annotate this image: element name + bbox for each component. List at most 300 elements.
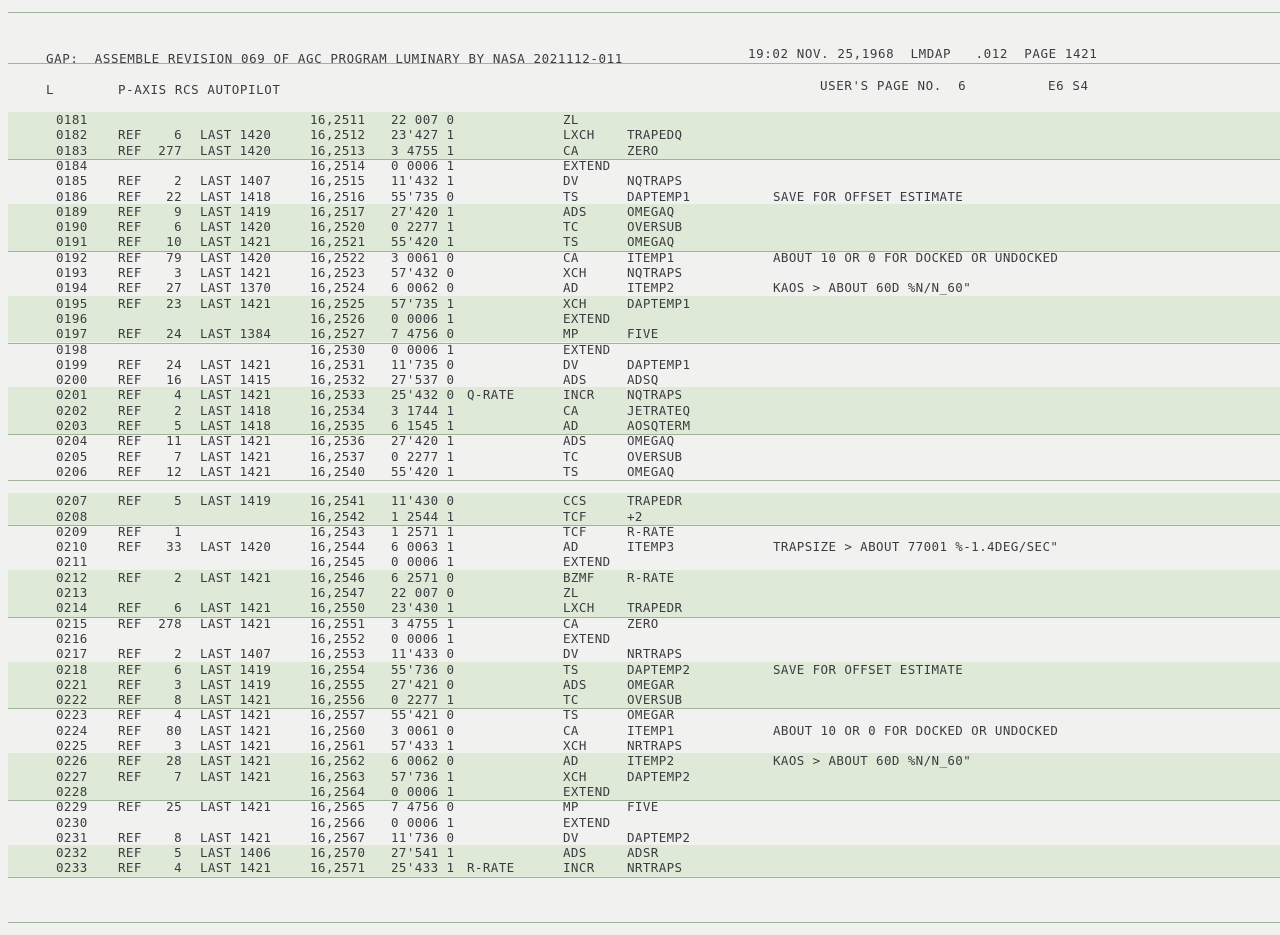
row-operand: OVERSUB bbox=[627, 448, 683, 464]
row-op: CA bbox=[563, 249, 579, 265]
row-addr: 16,2511 bbox=[310, 112, 366, 127]
row-operand: FIVE bbox=[627, 326, 659, 342]
row-ref: REF bbox=[118, 569, 142, 585]
row-refno: 4 bbox=[174, 860, 182, 876]
row-ref: REF bbox=[118, 463, 142, 479]
row-code: 1 2571 1 bbox=[391, 523, 455, 539]
row-code: 6 1545 1 bbox=[391, 418, 455, 433]
row-last: LAST 1421 bbox=[200, 448, 272, 464]
row-line: 0186 bbox=[56, 188, 88, 204]
row-line: 0214 bbox=[56, 600, 88, 616]
row-op: CA bbox=[563, 142, 579, 158]
row-ref: REF bbox=[118, 372, 142, 388]
row-last: LAST 1421 bbox=[200, 295, 272, 311]
row-operand: ZERO bbox=[627, 142, 659, 158]
row-addr: 16,2521 bbox=[310, 234, 366, 250]
row-op: ZL bbox=[563, 112, 579, 127]
row-op: AD bbox=[563, 418, 579, 433]
row-addr: 16,2525 bbox=[310, 295, 366, 311]
row-refno: 10 bbox=[166, 234, 182, 250]
row-addr: 16,2540 bbox=[310, 463, 366, 479]
row-last: LAST 1419 bbox=[200, 661, 272, 677]
row-op: AD bbox=[563, 539, 579, 555]
row-refno: 33 bbox=[166, 539, 182, 555]
row-ref: REF bbox=[118, 722, 142, 738]
row-last: LAST 1420 bbox=[200, 539, 272, 555]
row-line: 0195 bbox=[56, 295, 88, 311]
row-operand: ITEMP2 bbox=[627, 753, 675, 769]
row-refno: 16 bbox=[166, 372, 182, 388]
row-code: 55'420 1 bbox=[391, 463, 455, 479]
row-addr: 16,2542 bbox=[310, 508, 366, 524]
row-line: 0221 bbox=[56, 676, 88, 692]
band-rule bbox=[8, 159, 1280, 160]
top-rule bbox=[8, 12, 1280, 13]
page-section-code: E6 S4 bbox=[1048, 78, 1089, 93]
row-addr: 16,2557 bbox=[310, 707, 366, 723]
row-refno: 79 bbox=[166, 249, 182, 265]
row-operand: ITEMP1 bbox=[627, 249, 675, 265]
row-comment: ABOUT 10 OR 0 FOR DOCKED OR UNDOCKED bbox=[773, 722, 1059, 738]
row-op: DV bbox=[563, 173, 579, 189]
row-line: 0203 bbox=[56, 418, 88, 433]
row-code: 11'432 1 bbox=[391, 173, 455, 189]
row-line: 0205 bbox=[56, 448, 88, 464]
row-op: ADS bbox=[563, 433, 587, 449]
row-addr: 16,2562 bbox=[310, 753, 366, 769]
row-last: LAST 1421 bbox=[200, 234, 272, 250]
row-line: 0200 bbox=[56, 372, 88, 388]
row-label: Q-RATE bbox=[467, 387, 515, 403]
row-ref: REF bbox=[118, 173, 142, 189]
row-op: MP bbox=[563, 326, 579, 342]
row-operand: OMEGAQ bbox=[627, 234, 675, 250]
row-line: 0226 bbox=[56, 753, 88, 769]
row-addr: 16,2566 bbox=[310, 814, 366, 830]
row-last: LAST 1419 bbox=[200, 493, 272, 509]
row-ref: REF bbox=[118, 799, 142, 815]
row-op: INCR bbox=[563, 860, 595, 876]
row-refno: 23 bbox=[166, 295, 182, 311]
row-refno: 6 bbox=[174, 661, 182, 677]
row-code: 55'420 1 bbox=[391, 234, 455, 250]
row-line: 0189 bbox=[56, 203, 88, 219]
row-ref: REF bbox=[118, 280, 142, 296]
row-last: LAST 1407 bbox=[200, 173, 272, 189]
row-op: EXTEND bbox=[563, 157, 611, 173]
row-line: 0206 bbox=[56, 463, 88, 479]
row-op: TC bbox=[563, 448, 579, 464]
row-operand: OMEGAR bbox=[627, 707, 675, 723]
row-ref: REF bbox=[118, 326, 142, 342]
row-code: 6 0062 0 bbox=[391, 753, 455, 769]
row-addr: 16,2515 bbox=[310, 173, 366, 189]
row-ref: REF bbox=[118, 219, 142, 235]
row-code: 6 0062 0 bbox=[391, 280, 455, 296]
row-code: 55'421 0 bbox=[391, 707, 455, 723]
row-line: 0198 bbox=[56, 341, 88, 357]
row-ref: REF bbox=[118, 387, 142, 403]
row-operand: ITEMP3 bbox=[627, 539, 675, 555]
row-op: EXTEND bbox=[563, 814, 611, 830]
row-op: ADS bbox=[563, 676, 587, 692]
row-code: 55'735 0 bbox=[391, 188, 455, 204]
row-op: EXTEND bbox=[563, 310, 611, 326]
row-operand: R-RATE bbox=[627, 523, 675, 539]
row-code: 22 007 0 bbox=[391, 112, 455, 127]
row-code: 3 0061 0 bbox=[391, 722, 455, 738]
row-code: 11'430 0 bbox=[391, 493, 455, 509]
band-rule bbox=[8, 480, 1280, 481]
row-line: 0222 bbox=[56, 692, 88, 708]
row-code: 57'736 1 bbox=[391, 768, 455, 784]
row-refno: 11 bbox=[166, 433, 182, 449]
row-last: LAST 1418 bbox=[200, 188, 272, 204]
row-refno: 24 bbox=[166, 356, 182, 372]
row-op: INCR bbox=[563, 387, 595, 403]
row-refno: 7 bbox=[174, 448, 182, 464]
row-operand: ADSR bbox=[627, 845, 659, 861]
row-refno: 3 bbox=[174, 676, 182, 692]
row-op: CA bbox=[563, 615, 579, 631]
row-refno: 2 bbox=[174, 569, 182, 585]
row-refno: 6 bbox=[174, 219, 182, 235]
row-line: 0201 bbox=[56, 387, 88, 403]
row-refno: 6 bbox=[174, 127, 182, 143]
row-addr: 16,2520 bbox=[310, 219, 366, 235]
band-rule bbox=[8, 877, 1280, 878]
row-op: DV bbox=[563, 356, 579, 372]
row-code: 25'432 0 bbox=[391, 387, 455, 403]
row-line: 0223 bbox=[56, 707, 88, 723]
row-operand: OMEGAQ bbox=[627, 203, 675, 219]
row-operand: NRTRAPS bbox=[627, 860, 683, 876]
row-code: 23'430 1 bbox=[391, 600, 455, 616]
row-addr: 16,2535 bbox=[310, 418, 366, 433]
row-op: EXTEND bbox=[563, 341, 611, 357]
row-op: TC bbox=[563, 219, 579, 235]
row-ref: REF bbox=[118, 845, 142, 861]
row-op: LXCH bbox=[563, 600, 595, 616]
row-code: 11'735 0 bbox=[391, 356, 455, 372]
row-addr: 16,2532 bbox=[310, 372, 366, 388]
row-last: LAST 1421 bbox=[200, 707, 272, 723]
row-last: LAST 1420 bbox=[200, 219, 272, 235]
row-operand: +2 bbox=[627, 508, 643, 524]
row-ref: REF bbox=[118, 234, 142, 250]
row-line: 0208 bbox=[56, 508, 88, 524]
row-op: XCH bbox=[563, 768, 587, 784]
row-last: LAST 1419 bbox=[200, 203, 272, 219]
row-last: LAST 1421 bbox=[200, 829, 272, 845]
row-last: LAST 1415 bbox=[200, 372, 272, 388]
row-last: LAST 1421 bbox=[200, 738, 272, 753]
row-ref: REF bbox=[118, 860, 142, 876]
row-line: 0209 bbox=[56, 523, 88, 539]
row-refno: 2 bbox=[174, 173, 182, 189]
row-operand: DAPTEMP2 bbox=[627, 768, 691, 784]
row-addr: 16,2550 bbox=[310, 600, 366, 616]
row-code: 1 2544 1 bbox=[391, 508, 455, 524]
row-operand: NQTRAPS bbox=[627, 387, 683, 403]
row-op: TS bbox=[563, 463, 579, 479]
row-operand: NRTRAPS bbox=[627, 646, 683, 662]
row-code: 0 0006 1 bbox=[391, 814, 455, 830]
row-addr: 16,2570 bbox=[310, 845, 366, 861]
row-last: LAST 1421 bbox=[200, 600, 272, 616]
row-code: 0 2277 1 bbox=[391, 219, 455, 235]
row-last: LAST 1421 bbox=[200, 722, 272, 738]
row-last: LAST 1421 bbox=[200, 768, 272, 784]
row-op: TC bbox=[563, 692, 579, 708]
row-code: 3 4755 1 bbox=[391, 615, 455, 631]
row-addr: 16,2544 bbox=[310, 539, 366, 555]
row-op: EXTEND bbox=[563, 630, 611, 646]
row-code: 0 0006 1 bbox=[391, 783, 455, 799]
row-ref: REF bbox=[118, 646, 142, 662]
row-line: 0207 bbox=[56, 493, 88, 509]
row-code: 0 0006 1 bbox=[391, 341, 455, 357]
row-operand: DAPTEMP1 bbox=[627, 356, 691, 372]
row-line: 0233 bbox=[56, 860, 88, 876]
row-refno: 12 bbox=[166, 463, 182, 479]
row-addr: 16,2565 bbox=[310, 799, 366, 815]
row-op: XCH bbox=[563, 295, 587, 311]
band-rule bbox=[8, 343, 1280, 344]
row-operand: OVERSUB bbox=[627, 219, 683, 235]
row-op: CCS bbox=[563, 493, 587, 509]
row-addr: 16,2526 bbox=[310, 310, 366, 326]
row-code: 22 007 0 bbox=[391, 585, 455, 600]
row-operand: OVERSUB bbox=[627, 692, 683, 708]
row-ref: REF bbox=[118, 600, 142, 616]
row-code: 3 4755 1 bbox=[391, 142, 455, 158]
row-op: CA bbox=[563, 402, 579, 418]
row-operand: TRAPEDQ bbox=[627, 127, 683, 143]
row-line: 0181 bbox=[56, 112, 88, 127]
row-refno: 6 bbox=[174, 600, 182, 616]
row-last: LAST 1421 bbox=[200, 387, 272, 403]
row-refno: 2 bbox=[174, 646, 182, 662]
row-op: TS bbox=[563, 661, 579, 677]
row-ref: REF bbox=[118, 692, 142, 708]
row-addr: 16,2527 bbox=[310, 326, 366, 342]
row-line: 0199 bbox=[56, 356, 88, 372]
row-code: 3 1744 1 bbox=[391, 402, 455, 418]
row-addr: 16,2543 bbox=[310, 523, 366, 539]
row-line: 0184 bbox=[56, 157, 88, 173]
page-title: P-AXIS RCS AUTOPILOT bbox=[118, 82, 281, 97]
row-ref: REF bbox=[118, 188, 142, 204]
row-line: 0230 bbox=[56, 814, 88, 830]
row-refno: 5 bbox=[174, 418, 182, 433]
row-refno: 278 bbox=[158, 615, 182, 631]
row-ref: REF bbox=[118, 615, 142, 631]
row-ref: REF bbox=[118, 295, 142, 311]
row-code: 27'420 1 bbox=[391, 433, 455, 449]
row-refno: 2 bbox=[174, 402, 182, 418]
row-last: LAST 1370 bbox=[200, 280, 272, 296]
row-ref: REF bbox=[118, 203, 142, 219]
row-code: 0 0006 1 bbox=[391, 157, 455, 173]
row-addr: 16,2547 bbox=[310, 585, 366, 600]
row-code: 7 4756 0 bbox=[391, 326, 455, 342]
row-operand: JETRATEQ bbox=[627, 402, 691, 418]
row-addr: 16,2534 bbox=[310, 402, 366, 418]
row-addr: 16,2561 bbox=[310, 738, 366, 753]
row-operand: TRAPEDR bbox=[627, 600, 683, 616]
row-op: AD bbox=[563, 280, 579, 296]
row-comment: KAOS > ABOUT 60D %N/N_60" bbox=[773, 753, 972, 769]
row-ref: REF bbox=[118, 402, 142, 418]
row-refno: 4 bbox=[174, 387, 182, 403]
row-line: 0232 bbox=[56, 845, 88, 861]
row-op: ADS bbox=[563, 845, 587, 861]
row-addr: 16,2517 bbox=[310, 203, 366, 219]
row-addr: 16,2551 bbox=[310, 615, 366, 631]
row-code: 6 2571 0 bbox=[391, 569, 455, 585]
row-code: 0 0006 1 bbox=[391, 310, 455, 326]
row-op: BZMF bbox=[563, 569, 595, 585]
row-comment: SAVE FOR OFFSET ESTIMATE bbox=[773, 188, 964, 204]
row-op: DV bbox=[563, 829, 579, 845]
row-line: 0194 bbox=[56, 280, 88, 296]
row-last: LAST 1421 bbox=[200, 799, 272, 815]
row-code: 11'736 0 bbox=[391, 829, 455, 845]
row-op: TS bbox=[563, 707, 579, 723]
row-operand: ZERO bbox=[627, 615, 659, 631]
row-last: LAST 1421 bbox=[200, 615, 272, 631]
row-addr: 16,2516 bbox=[310, 188, 366, 204]
row-ref: REF bbox=[118, 433, 142, 449]
row-code: 0 2277 1 bbox=[391, 692, 455, 708]
row-addr: 16,2567 bbox=[310, 829, 366, 845]
row-line: 0211 bbox=[56, 554, 88, 570]
row-operand: OMEGAR bbox=[627, 676, 675, 692]
row-code: 11'433 0 bbox=[391, 646, 455, 662]
row-last: LAST 1407 bbox=[200, 646, 272, 662]
row-line: 0228 bbox=[56, 783, 88, 799]
row-ref: REF bbox=[118, 738, 142, 753]
row-op: DV bbox=[563, 646, 579, 662]
row-line: 0192 bbox=[56, 249, 88, 265]
row-last: LAST 1421 bbox=[200, 433, 272, 449]
row-operand: R-RATE bbox=[627, 569, 675, 585]
row-last: LAST 1421 bbox=[200, 463, 272, 479]
row-addr: 16,2563 bbox=[310, 768, 366, 784]
row-op: TCF bbox=[563, 523, 587, 539]
row-ref: REF bbox=[118, 768, 142, 784]
row-line: 0218 bbox=[56, 661, 88, 677]
row-line: 0212 bbox=[56, 569, 88, 585]
row-ref: REF bbox=[118, 249, 142, 265]
row-refno: 5 bbox=[174, 493, 182, 509]
row-code: 27'421 0 bbox=[391, 676, 455, 692]
row-comment: ABOUT 10 OR 0 FOR DOCKED OR UNDOCKED bbox=[773, 249, 1059, 265]
row-line: 0202 bbox=[56, 402, 88, 418]
row-addr: 16,2536 bbox=[310, 433, 366, 449]
row-operand: AOSQTERM bbox=[627, 418, 691, 433]
row-last: LAST 1418 bbox=[200, 402, 272, 418]
row-refno: 4 bbox=[174, 707, 182, 723]
row-code: 23'427 1 bbox=[391, 127, 455, 143]
row-operand: ITEMP1 bbox=[627, 722, 675, 738]
row-ref: REF bbox=[118, 142, 142, 158]
row-operand: OMEGAQ bbox=[627, 463, 675, 479]
footer-rule bbox=[8, 922, 1280, 923]
row-code: 0 0006 1 bbox=[391, 554, 455, 570]
row-label: R-RATE bbox=[467, 860, 515, 876]
row-code: 0 0006 1 bbox=[391, 630, 455, 646]
row-code: 3 0061 0 bbox=[391, 249, 455, 265]
row-op: EXTEND bbox=[563, 554, 611, 570]
row-line: 0193 bbox=[56, 265, 88, 280]
row-ref: REF bbox=[118, 127, 142, 143]
row-op: MP bbox=[563, 799, 579, 815]
row-line: 0231 bbox=[56, 829, 88, 845]
row-refno: 8 bbox=[174, 692, 182, 708]
row-last: LAST 1420 bbox=[200, 142, 272, 158]
row-ref: REF bbox=[118, 448, 142, 464]
row-addr: 16,2571 bbox=[310, 860, 366, 876]
row-line: 0197 bbox=[56, 326, 88, 342]
row-code: 27'420 1 bbox=[391, 203, 455, 219]
row-ref: REF bbox=[118, 676, 142, 692]
row-line: 0185 bbox=[56, 173, 88, 189]
row-operand: OMEGAQ bbox=[627, 433, 675, 449]
row-last: LAST 1384 bbox=[200, 326, 272, 342]
row-addr: 16,2513 bbox=[310, 142, 366, 158]
row-comment: SAVE FOR OFFSET ESTIMATE bbox=[773, 661, 964, 677]
row-code: 57'735 1 bbox=[391, 295, 455, 311]
row-line: 0227 bbox=[56, 768, 88, 784]
row-op: TS bbox=[563, 234, 579, 250]
row-comment: KAOS > ABOUT 60D %N/N_60" bbox=[773, 280, 972, 296]
row-addr: 16,2512 bbox=[310, 127, 366, 143]
row-op: ADS bbox=[563, 203, 587, 219]
listing-header-title: GAP: ASSEMBLE REVISION 069 OF AGC PROGRAM LUMINARY BY NASA 2021112-011 bbox=[46, 51, 623, 66]
row-addr: 16,2531 bbox=[310, 356, 366, 372]
row-op: AD bbox=[563, 753, 579, 769]
row-line: 0183 bbox=[56, 142, 88, 158]
row-last: LAST 1420 bbox=[200, 249, 272, 265]
row-ref: REF bbox=[118, 493, 142, 509]
row-addr: 16,2556 bbox=[310, 692, 366, 708]
row-line: 0213 bbox=[56, 585, 88, 600]
row-operand: DAPTEMP1 bbox=[627, 188, 691, 204]
row-refno: 25 bbox=[166, 799, 182, 815]
row-refno: 9 bbox=[174, 203, 182, 219]
row-addr: 16,2552 bbox=[310, 630, 366, 646]
row-line: 0225 bbox=[56, 738, 88, 753]
row-last: LAST 1421 bbox=[200, 692, 272, 708]
row-line: 0216 bbox=[56, 630, 88, 646]
row-ref: REF bbox=[118, 707, 142, 723]
row-line: 0224 bbox=[56, 722, 88, 738]
row-ref: REF bbox=[118, 829, 142, 845]
row-operand: TRAPEDR bbox=[627, 493, 683, 509]
row-code: 25'433 1 bbox=[391, 860, 455, 876]
row-line: 0210 bbox=[56, 539, 88, 555]
row-op: EXTEND bbox=[563, 783, 611, 799]
row-code: 27'537 0 bbox=[391, 372, 455, 388]
row-addr: 16,2514 bbox=[310, 157, 366, 173]
row-addr: 16,2524 bbox=[310, 280, 366, 296]
row-line: 0191 bbox=[56, 234, 88, 250]
row-addr: 16,2555 bbox=[310, 676, 366, 692]
row-code: 27'541 1 bbox=[391, 845, 455, 861]
row-ref: REF bbox=[118, 418, 142, 433]
